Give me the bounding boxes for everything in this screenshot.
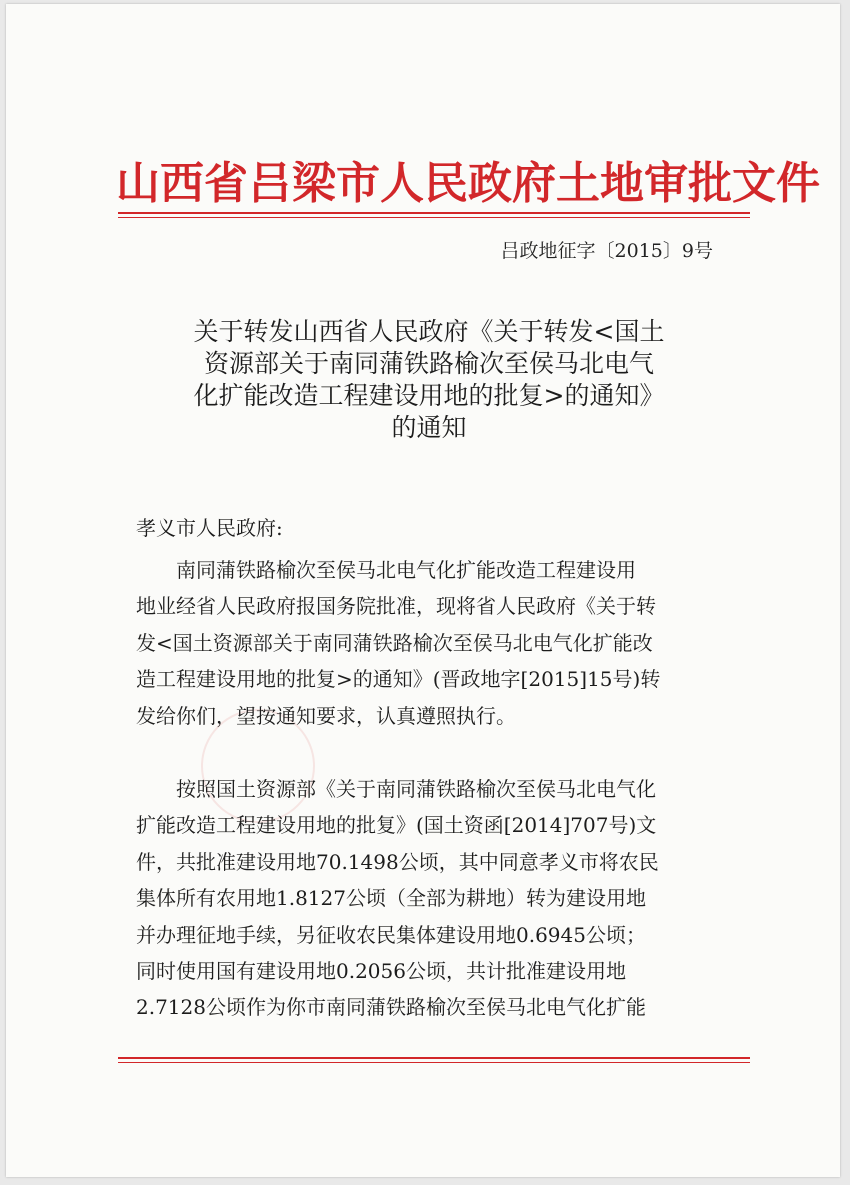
header-red-rule-thin [118, 217, 750, 218]
document-page [6, 4, 840, 1177]
body-paragraph-1 [136, 552, 718, 734]
paragraph-line: 集体所有农用地1.8127公顷（全部为耕地）转为建设用地 [136, 886, 646, 911]
notice-title-line: 化扩能改造工程建设用地的批复>的通知》 [193, 381, 665, 410]
document-header-title: 山西省吕梁市人民政府土地审批文件 [116, 158, 820, 209]
paragraph-line: 按照国土资源部《关于南同蒲铁路榆次至侯马北电气化 [136, 777, 656, 801]
paragraph-line: 南同蒲铁路榆次至侯马北电气化扩能改造工程建设用 [136, 558, 636, 582]
notice-title-line: 的通知 [391, 413, 467, 442]
paragraph-line: 发<国土资源部关于南同蒲铁路榆次至侯马北电气化扩能改 [136, 630, 653, 655]
document-number: 吕政地征字〔2015〕9号 [500, 240, 713, 262]
paragraph-line: 扩能改造工程建设用地的批复》(国土资函[2014]707号)文 [136, 813, 657, 838]
paragraph-line: 造工程建设用地的批复>的通知》(晋政地字[2015]15号)转 [136, 667, 661, 692]
footer-red-rule [118, 1057, 750, 1059]
paragraph-line: 并办理征地手续，另征收农民集体建设用地0.6945公顷； [136, 922, 646, 947]
paragraph-line: 发给你们，望按通知要求，认真遵照执行。 [136, 703, 516, 728]
footer-red-rule-thin [118, 1062, 750, 1063]
paragraph-line: 2.7128公顷作为你市南同蒲铁路榆次至侯马北电气化扩能 [136, 995, 646, 1020]
paragraph-line: 同时使用国有建设用地0.2056公顷，共计批准建设用地 [136, 959, 626, 984]
paragraph-line: 地业经省人民政府报国务院批准，现将省人民政府《关于转 [136, 594, 656, 619]
header-red-rule [118, 212, 750, 214]
paragraph-line: 件，共批准建设用地70.1498公顷，其中同意孝义市将农民 [136, 849, 659, 874]
addressee: 孝义市人民政府: [136, 516, 283, 540]
notice-title-line: 资源部关于南同蒲铁路榆次至侯马北电气 [203, 349, 654, 378]
body-paragraph-2 [136, 771, 718, 1026]
notice-title [134, 316, 724, 444]
notice-title-line: 关于转发山西省人民政府《关于转发<国土 [193, 317, 665, 346]
